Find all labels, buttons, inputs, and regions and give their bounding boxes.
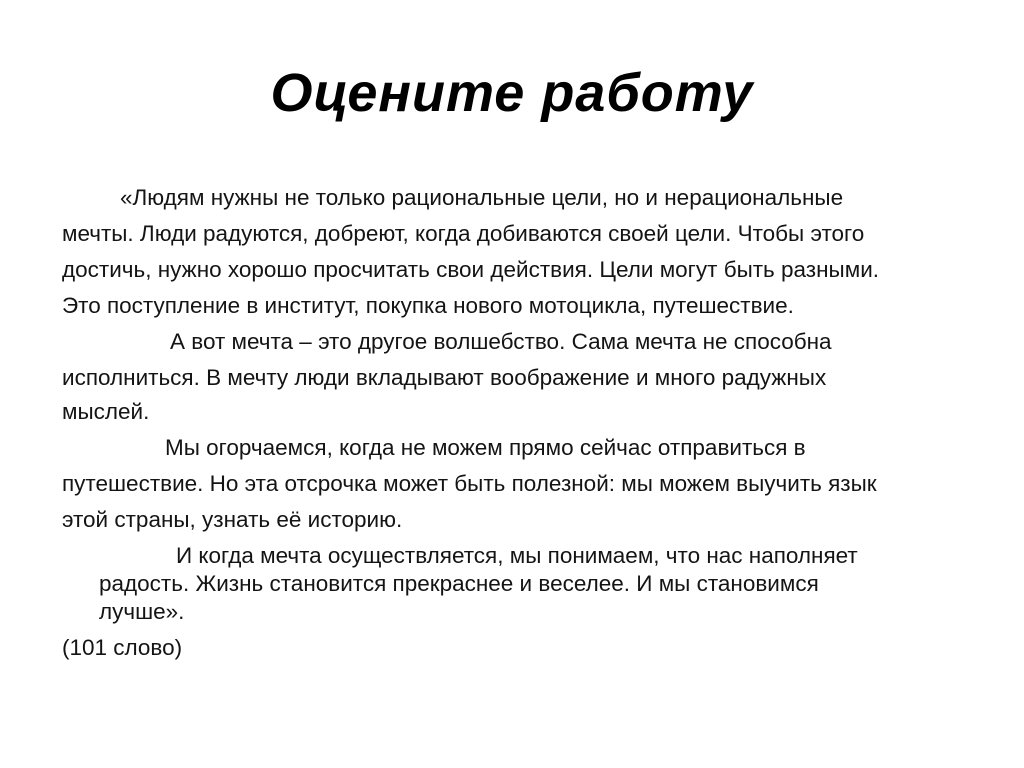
- slide-title: Оцените работу: [270, 63, 754, 123]
- text-line: Это поступление в институт, покупка нового мотоцикла, путешествие.: [62, 293, 794, 318]
- text-line: этой страны, узнать её историю.: [62, 507, 403, 532]
- text-line: Мы огорчаемся, когда не можем прямо сейчас отправиться в: [165, 435, 806, 460]
- text-line: путешествие. Но эта отсрочка может быть полезной: мы можем выучить язык: [62, 471, 877, 496]
- text-line: достичь, нужно хорошо просчитать свои действия. Цели могут быть разными.: [62, 257, 880, 282]
- text-line: мечты. Люди радуются, добреют, когда добиваются своей цели. Чтобы этого: [62, 221, 865, 246]
- text-line: радость. Жизнь становится прекраснее и веселее. И мы становимся: [99, 571, 819, 596]
- word-count: (101 слово): [62, 635, 183, 660]
- text-line: А вот мечта – это другое волшебство. Сама мечта не способна: [170, 329, 832, 354]
- text-line: исполниться. В мечту люди вкладывают воображение и много радужных: [62, 365, 827, 390]
- text-line: мыслей.: [62, 399, 150, 424]
- text-line: «Людям нужны не только рациональные цели, но и нерациональные: [120, 185, 844, 210]
- text-line: лучше».: [99, 599, 185, 624]
- text-line: И когда мечта осуществляется, мы понимаем, что нас наполняет: [176, 543, 858, 568]
